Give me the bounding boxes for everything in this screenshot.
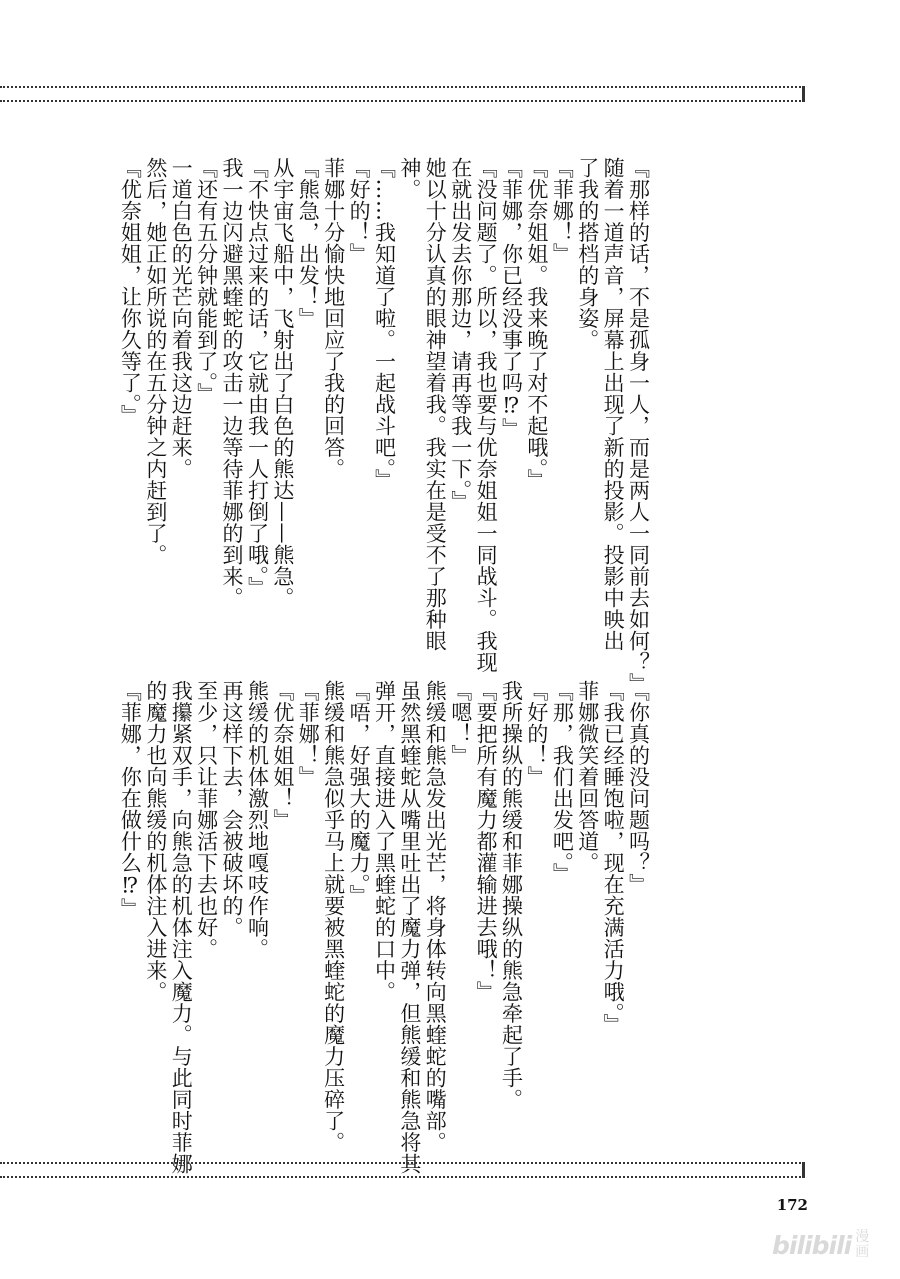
text-column: 『菲娜，你已经没事了吗⁉』 [499, 157, 524, 440]
text-column: 熊缓和熊急似乎马上就要被黑蝰蛇的魔力压碎了。 [321, 680, 346, 1153]
text-column: 我一边闪避黑蝰蛇的攻击一边等待菲娜的到来。 [220, 157, 245, 609]
text-column: 菲娜十分愉快地回应了我的回答。 [321, 157, 346, 480]
text-column: 再这样下去，会被破坏的。 [220, 680, 245, 938]
text-column: 神。 [397, 157, 422, 200]
watermark-char: 画 [855, 1244, 870, 1260]
text-column: 『……我知道了啦。一起战斗吧。』 [372, 157, 397, 491]
text-column: 虽然黑蝰蛇从嘴里吐出了魔力弹，但熊缓和熊急将其 [397, 680, 422, 1175]
text-column: 『那，我们出发吧。』 [550, 680, 575, 885]
text-column: 一道白色的光芒向着我这边赶来。 [169, 157, 194, 480]
text-column: 『菲娜！』 [296, 680, 321, 788]
text-column: 在就出发去你那边，请再等我一下。』 [448, 157, 473, 512]
text-column: 然后，她正如所说的在五分钟之内赶到了。 [143, 157, 168, 566]
text-column: 『菲娜，你在做什么⁉』 [118, 680, 143, 920]
rule-line [0, 86, 805, 88]
bilibili-manga-watermark [772, 1222, 892, 1268]
text-column: 了我的搭档的身姿。 [575, 157, 600, 351]
watermark-char: 漫 [855, 1229, 870, 1245]
watermark-chars [855, 1230, 869, 1260]
text-column: 熊缓的机体激烈地嘎吱作响。 [245, 680, 270, 960]
text-column: 『优奈姐姐，让你久等了。』 [118, 157, 143, 426]
text-column: 我攥紧双手，向熊急的机体注入魔力。与此同时菲娜 [169, 680, 194, 1175]
text-column: 弹开，直接进入了黑蝰蛇的口中。 [372, 680, 397, 1003]
text-column: 从宇宙飞船中，飞射出了白色的熊达——熊急。 [270, 157, 295, 609]
text-column: 『好的！』 [347, 157, 372, 265]
top-decorative-rule [0, 86, 805, 102]
rule-cap [802, 86, 805, 102]
text-column: 『还有五分钟就能到了。』 [194, 157, 219, 405]
rule-line [0, 1176, 805, 1178]
text-column: 『要把所有魔力都灌输进去哦！』 [474, 680, 499, 1003]
text-column: 『你真的没问题吗？』 [626, 680, 651, 895]
rule-line [0, 1162, 805, 1164]
lower-text-block [117, 680, 651, 1175]
text-column: 『我已经睡饱啦，现在充满活力哦。』 [601, 680, 626, 1035]
text-column: 『优奈姐姐！』 [270, 680, 295, 831]
text-column: 菲娜微笑着回答道。 [575, 680, 600, 874]
text-column: 『唔，好强大的魔力。』 [347, 680, 372, 906]
upper-text-block [117, 157, 651, 695]
text-column: 的魔力也向熊缓的机体注入进来。 [143, 680, 168, 1003]
text-column: 她以十分认真的眼神望着我。我实在是受不了那种眼 [423, 157, 448, 652]
text-column: 至少，只让菲娜活下去也好。 [194, 680, 219, 960]
text-column: 『菲娜！』 [550, 157, 575, 265]
text-column: 『嗯！』 [448, 680, 473, 766]
text-column: 『好的！』 [524, 680, 549, 788]
page-number: 172 [776, 1196, 808, 1214]
rule-cap [802, 1162, 805, 1178]
watermark-logo: bilibili [772, 1230, 852, 1260]
text-column: 『不快点过来的话，它就由我一人打倒了哦。』 [245, 157, 270, 598]
text-column: 『优奈姐姐。我来晚了对不起哦。』 [524, 157, 549, 491]
text-column: 我所操纵的熊缓和菲娜操纵的熊急牵起了手。 [499, 680, 524, 1110]
rule-line [0, 100, 805, 102]
text-column: 『没问题了。所以，我也要与优奈姐姐一同战斗。我现 [474, 157, 499, 673]
bottom-decorative-rule [0, 1162, 805, 1178]
text-column: 『那样的话，不是孤身一人，而是两人一同前去如何？』 [626, 157, 651, 695]
text-column: 『熊急，出发！』 [296, 157, 321, 329]
text-column: 随着一道声音，屏幕上出现了新的投影。投影中映出 [601, 157, 626, 652]
text-column: 熊缓和熊急发出光芒，将身体转向黑蝰蛇的嘴部。 [423, 680, 448, 1153]
